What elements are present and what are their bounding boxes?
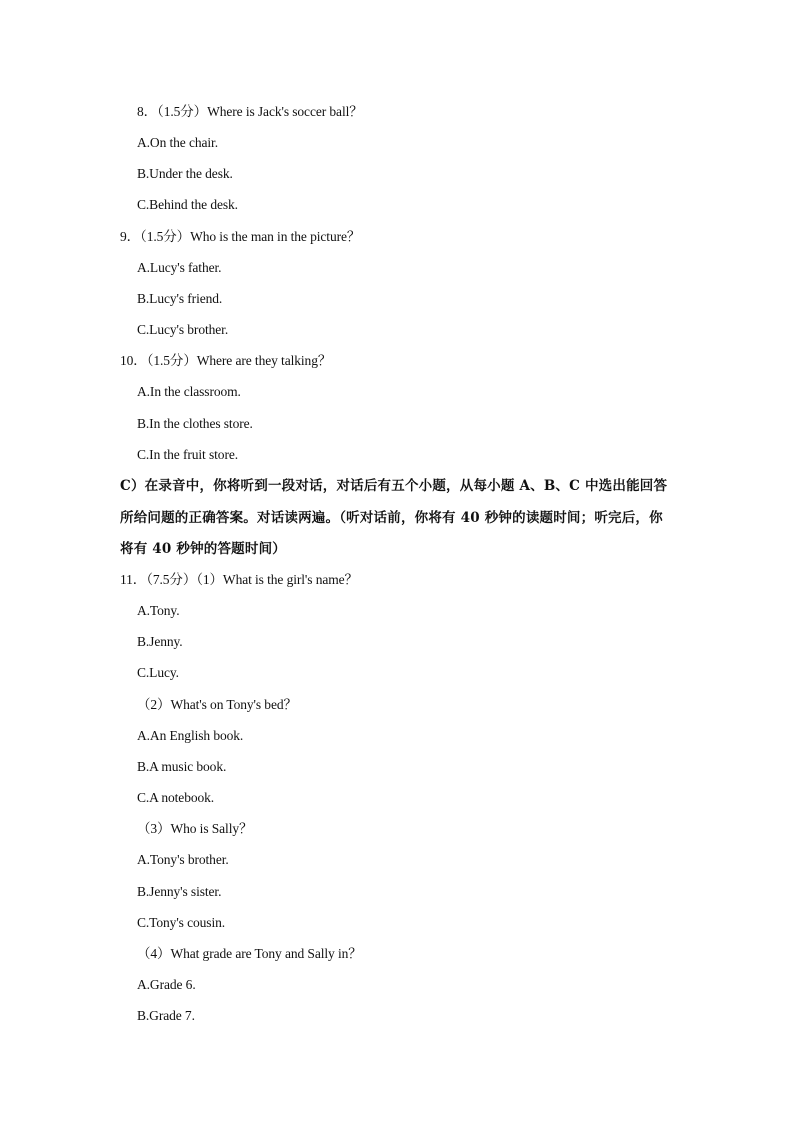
question-9-option-b: B.Lucy's friend. xyxy=(137,291,223,306)
question-11-1-option-c: C.Lucy. xyxy=(137,665,179,680)
question-10-option-a: A.In the classroom. xyxy=(137,384,241,399)
question-9-stem: 9．（1.5分）Who is the man in the picture？ xyxy=(120,229,361,244)
question-11-stem: 11．（7.5分）（1）What is the girl's name？ xyxy=(120,572,358,587)
question-10-stem: 10．（1.5分）Where are they talking？ xyxy=(120,353,332,368)
question-11-1-option-b: B.Jenny. xyxy=(137,634,183,649)
section-c-instruction-line-1: C）在录音中，你将听到一段对话，对话后有五个小题，从每小题 A、B、C 中选出能回答 xyxy=(120,478,668,494)
question-11-4-option-a: A.Grade 6. xyxy=(137,977,196,992)
section-c-instruction-line-3: 将有 40 秒钟的答题时间） xyxy=(120,541,286,557)
question-8-stem: 8．（1.5分）Where is Jack's soccer ball？ xyxy=(137,104,363,119)
question-11-3-option-c: C.Tony's cousin. xyxy=(137,915,226,930)
question-11-4-stem: （4）What grade are Tony and Sally in？ xyxy=(137,946,362,961)
question-11-2-stem: （2）What's on Tony's bed？ xyxy=(137,697,297,712)
question-9-option-a: A.Lucy's father. xyxy=(137,260,222,275)
question-11-2-option-a: A.An English book. xyxy=(137,728,244,743)
question-11-3-option-a: A.Tony's brother. xyxy=(137,852,229,867)
question-8-option-c: C.Behind the desk. xyxy=(137,197,238,212)
question-9-option-c: C.Lucy's brother. xyxy=(137,322,229,337)
question-10-option-b: B.In the clothes store. xyxy=(137,416,253,431)
question-8-option-a: A.On the chair. xyxy=(137,135,218,150)
question-11-1-option-a: A.Tony. xyxy=(137,603,180,618)
section-c-instruction-line-2: 所给问题的正确答案。对话读两遍。（听对话前，你将有 40 秒钟的读题时间；听完后，你 xyxy=(120,510,663,526)
question-11-2-option-b: B.A music book. xyxy=(137,759,227,774)
question-11-4-option-b: B.Grade 7. xyxy=(137,1008,195,1023)
question-11-3-stem: （3）Who is Sally？ xyxy=(137,821,253,836)
question-8-option-b: B.Under the desk. xyxy=(137,166,233,181)
question-11-2-option-c: C.A notebook. xyxy=(137,790,215,805)
question-11-3-option-b: B.Jenny's sister. xyxy=(137,884,222,899)
question-10-option-c: C.In the fruit store. xyxy=(137,447,239,462)
